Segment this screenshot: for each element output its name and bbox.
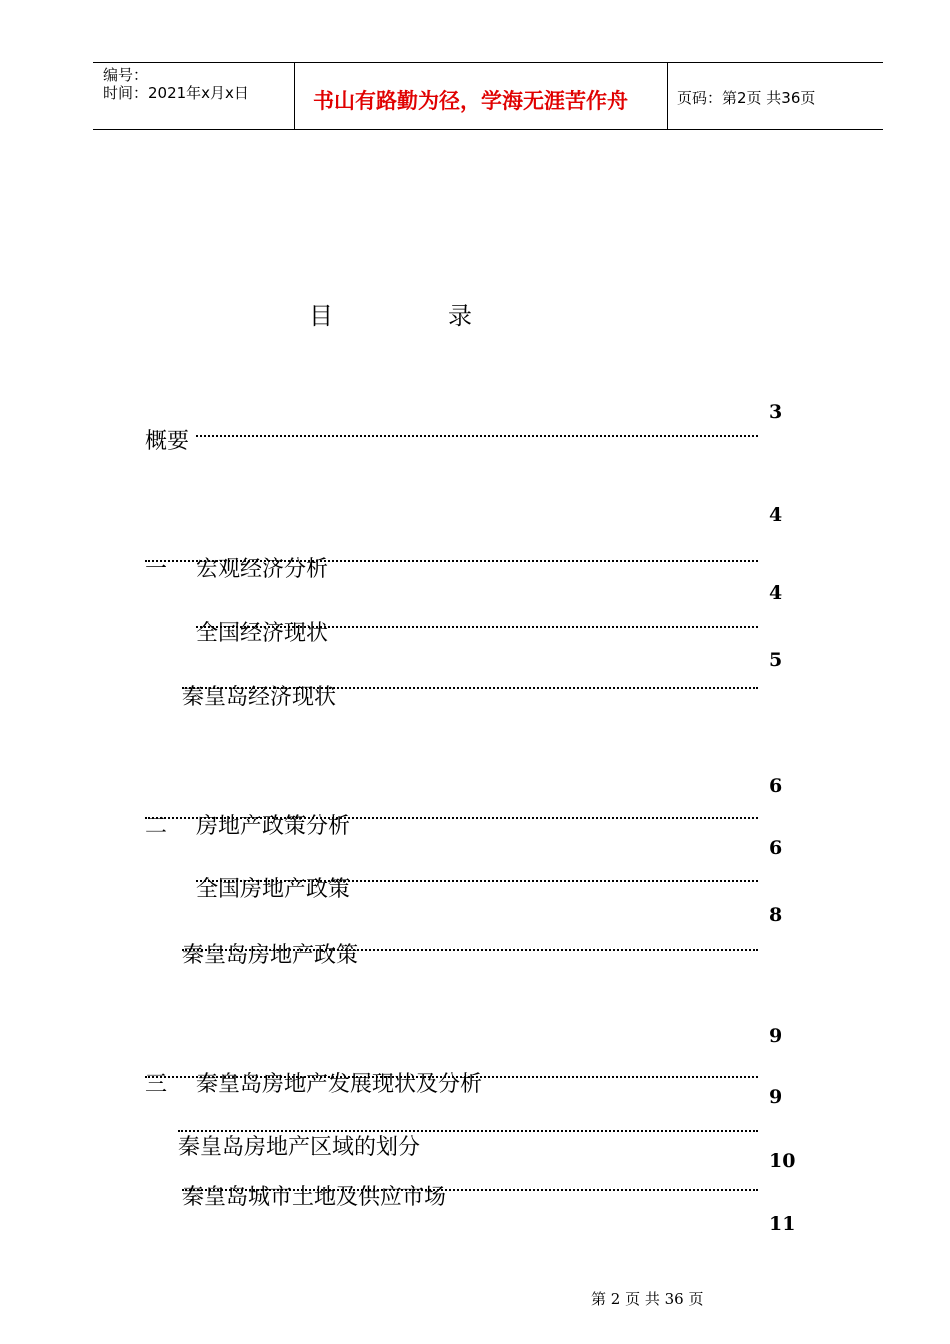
toc-title-right: 录 bbox=[448, 302, 472, 330]
header-bottom-rule bbox=[93, 129, 883, 130]
toc-entry-number: 二 bbox=[145, 814, 168, 839]
toc-entry-title[interactable]: 秦皇岛房地产政策 bbox=[182, 943, 359, 968]
toc-entry-title[interactable]: 秦皇岛经济现状 bbox=[182, 685, 337, 710]
toc-entry-title[interactable]: 秦皇岛城市土地及供应市场 bbox=[182, 1185, 447, 1210]
toc-page-number: 5 bbox=[769, 649, 783, 671]
header-divider-2 bbox=[667, 62, 668, 130]
toc-entry-number: 三 bbox=[145, 1072, 168, 1097]
header-motto: 书山有路勤为径，学海无涯苦作舟 bbox=[313, 89, 628, 113]
header-top-rule bbox=[93, 62, 883, 63]
page-footer: 第 2 页 共 36 页 bbox=[591, 1290, 704, 1308]
toc-title-left: 目 bbox=[309, 302, 333, 330]
toc-entry-title[interactable]: 秦皇岛房地产发展现状及分析 bbox=[196, 1072, 483, 1097]
toc-entry-title[interactable]: 秦皇岛房地产区域的划分 bbox=[178, 1135, 421, 1160]
toc-page-number: 10 bbox=[769, 1150, 796, 1172]
toc-entry-title[interactable]: 全国经济现状 bbox=[196, 621, 329, 646]
toc-entry-title[interactable]: 概要 bbox=[145, 429, 190, 454]
toc-leader bbox=[178, 1130, 758, 1132]
header-number-label: 编号： bbox=[103, 66, 149, 84]
header-divider-1 bbox=[294, 62, 295, 130]
toc-entry-number: 一 bbox=[145, 557, 168, 582]
toc-page-number: 3 bbox=[769, 401, 783, 423]
toc-page-number: 11 bbox=[769, 1213, 796, 1235]
toc-page-number: 9 bbox=[769, 1086, 783, 1108]
toc-entry-title[interactable]: 房地产政策分析 bbox=[196, 814, 351, 839]
toc-entry-title[interactable]: 全国房地产政策 bbox=[196, 877, 351, 902]
toc-leader bbox=[196, 435, 758, 437]
header-page-info: 页码：第2页 共36页 bbox=[677, 89, 816, 107]
toc-entry-title[interactable]: 宏观经济分析 bbox=[196, 557, 329, 582]
toc-page-number: 6 bbox=[769, 775, 783, 797]
toc-page-number: 6 bbox=[769, 837, 783, 859]
toc-page-number: 4 bbox=[769, 504, 783, 526]
header-time-label: 时间：2021年x月x日 bbox=[103, 84, 249, 102]
toc-page-number: 8 bbox=[769, 904, 783, 926]
toc-page-number: 4 bbox=[769, 582, 783, 604]
toc-page-number: 9 bbox=[769, 1025, 783, 1047]
